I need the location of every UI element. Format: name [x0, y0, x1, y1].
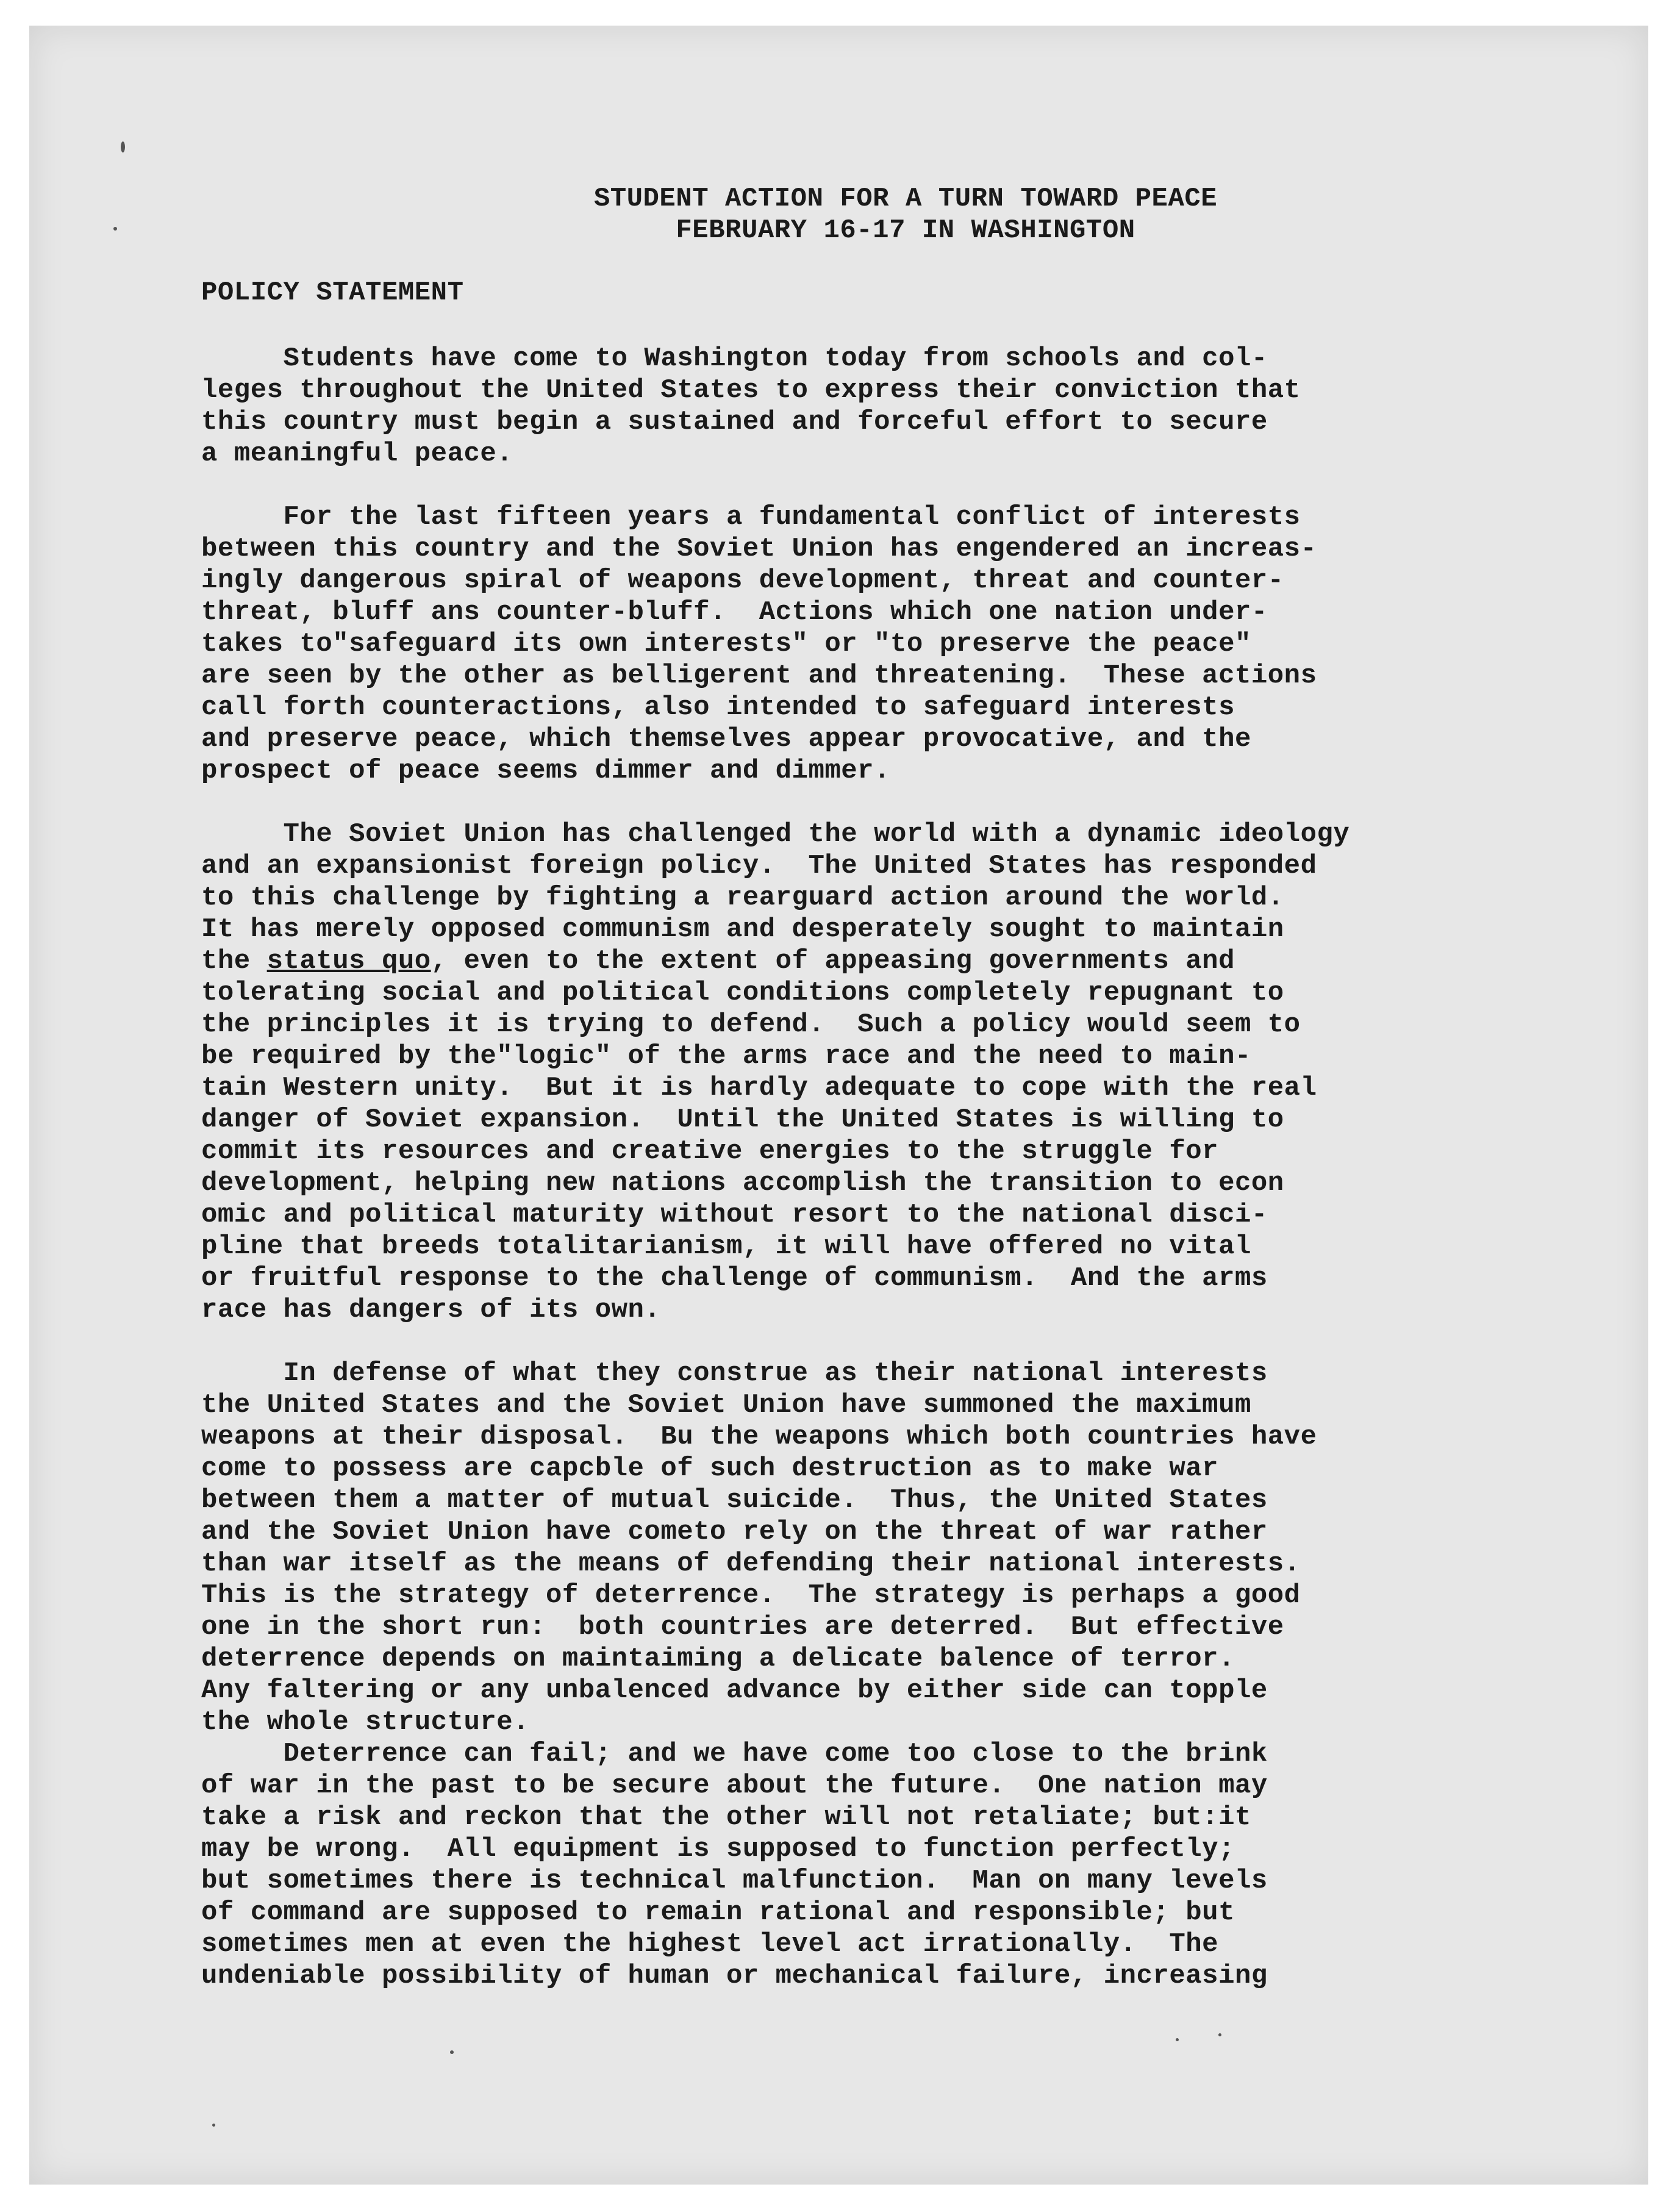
- text-line: [201, 945, 1543, 977]
- paper-speck: [450, 2050, 454, 2054]
- text-line: Students have come to Washington today from schools and col-: [201, 343, 1268, 374]
- paper-speck: [1218, 2033, 1221, 2036]
- text-line: be required by the"logic" of the arms race and the need to main-: [201, 1041, 1251, 1072]
- paper-speck: [113, 227, 117, 231]
- text-line: Deterrence can fail; and we have come too close to the brink: [201, 1739, 1268, 1769]
- text-line: Any faltering or any unbalenced advance by either side can topple: [201, 1675, 1268, 1706]
- text-line: leges throughout the United States to express their conviction that: [201, 375, 1301, 406]
- text-line: to this challenge by fighting a rearguard action around the world.: [201, 882, 1284, 913]
- text-line: deterrence depends on maintaiming a delicate balence of terror.: [201, 1644, 1235, 1674]
- text-line: call forth counteractions, also intended to safeguard interests: [201, 692, 1235, 723]
- text-line: come to possess are capcble of such destruction as to make war: [201, 1453, 1219, 1484]
- text-line: weapons at their disposal. Bu the weapons which both countries have: [201, 1422, 1317, 1452]
- text-line: than war itself as the means of defending their national interests.: [201, 1548, 1301, 1579]
- text-line: tolerating social and political conditions completely repugnant to: [201, 978, 1284, 1008]
- text-line: between them a matter of mutual suicide. Thus, the United States: [201, 1485, 1268, 1516]
- text-line: but sometimes there is technical malfunction. Man on many levels: [201, 1866, 1268, 1896]
- text-line: omic and political maturity without resort to the national disci-: [201, 1200, 1268, 1230]
- text-line: the United States and the Soviet Union have summoned the maximum: [201, 1390, 1251, 1420]
- text-line: take a risk and reckon that the other will not retaliate; but:it: [201, 1802, 1251, 1833]
- text-line: sometimes men at even the highest level act irrationally. The: [201, 1929, 1219, 1960]
- text-line: a meaningful peace.: [201, 438, 513, 469]
- text-line: In defense of what they construe as their national interests: [201, 1358, 1268, 1389]
- text-line: this country must begin a sustained and forceful effort to secure: [201, 407, 1268, 437]
- text-line: of command are supposed to remain rational and responsible; but: [201, 1897, 1235, 1928]
- text-line: between this country and the Soviet Union has engendered an increas-: [201, 534, 1317, 564]
- paper-speck: [121, 141, 125, 152]
- text-fragment: , even to the extent of appeasing governments and: [431, 946, 1235, 976]
- text-line: danger of Soviet expansion. Until the United States is willing to: [201, 1104, 1284, 1135]
- title-line: STUDENT ACTION FOR A TURN TOWARD PEACE: [593, 184, 1218, 214]
- text-line: prospect of peace seems dimmer and dimmer.: [201, 756, 890, 786]
- paper-speck: [212, 2124, 215, 2127]
- paper-speck: [1176, 2038, 1179, 2041]
- paragraph: [201, 1738, 1543, 1992]
- text-line: The Soviet Union has challenged the world with a dynamic ideology: [201, 819, 1350, 850]
- text-line: tain Western unity. But it is hardly adequate to cope with the real: [201, 1073, 1317, 1103]
- text-line: or fruitful response to the challenge of communism. And the arms: [201, 1263, 1268, 1294]
- paragraph: [201, 501, 1543, 787]
- text-line: For the last fifteen years a fundamental conflict of interests: [201, 502, 1301, 532]
- text-line: the whole structure.: [201, 1707, 530, 1738]
- text-line: one in the short run: both countries are deterred. But effective: [201, 1612, 1284, 1642]
- text-line: of war in the past to be secure about the future. One nation may: [201, 1770, 1268, 1801]
- paragraph: [201, 343, 1543, 470]
- title-line: FEBRUARY 16-17 IN WASHINGTON: [676, 215, 1135, 246]
- text-line: It has merely opposed communism and desperately sought to maintain: [201, 914, 1284, 945]
- section-heading: POLICY STATEMENT: [201, 277, 464, 308]
- text-line: ingly dangerous spiral of weapons development, threat and counter-: [201, 565, 1284, 596]
- paragraph: [201, 818, 1543, 1326]
- text-line: This is the strategy of deterrence. The strategy is perhaps a good: [201, 1580, 1301, 1611]
- text-line: the principles it is trying to defend. Such a policy would seem to: [201, 1009, 1301, 1040]
- paragraph: [201, 1358, 1543, 1738]
- text-line: takes to"safeguard its own interests" or "to preserve the peace": [201, 629, 1251, 659]
- text-line: and an expansionist foreign policy. The United States has responded: [201, 851, 1317, 881]
- text-line: development, helping new nations accomplish the transition to econ: [201, 1168, 1284, 1198]
- underlined-phrase: status quo: [266, 946, 431, 976]
- text-line: may be wrong. All equipment is supposed to function perfectly;: [201, 1834, 1235, 1864]
- text-line: pline that breeds totalitarianism, it will have offered no vital: [201, 1231, 1251, 1262]
- text-line: threat, bluff ans counter-bluff. Actions which one nation under-: [201, 597, 1268, 628]
- text-line: commit its resources and creative energies to the struggle for: [201, 1136, 1219, 1167]
- text-line: are seen by the other as belligerent and threatening. These actions: [201, 660, 1317, 691]
- document-body: [201, 183, 1543, 1992]
- text-line: and the Soviet Union have cometo rely on the threat of war rather: [201, 1517, 1268, 1547]
- text-line: and preserve peace, which themselves appear provocative, and the: [201, 724, 1251, 754]
- document-title: [201, 183, 1543, 246]
- text-line: undeniable possibility of human or mechanical failure, increasing: [201, 1961, 1268, 1991]
- text-fragment: the: [201, 946, 267, 976]
- text-line: race has dangers of its own.: [201, 1295, 661, 1325]
